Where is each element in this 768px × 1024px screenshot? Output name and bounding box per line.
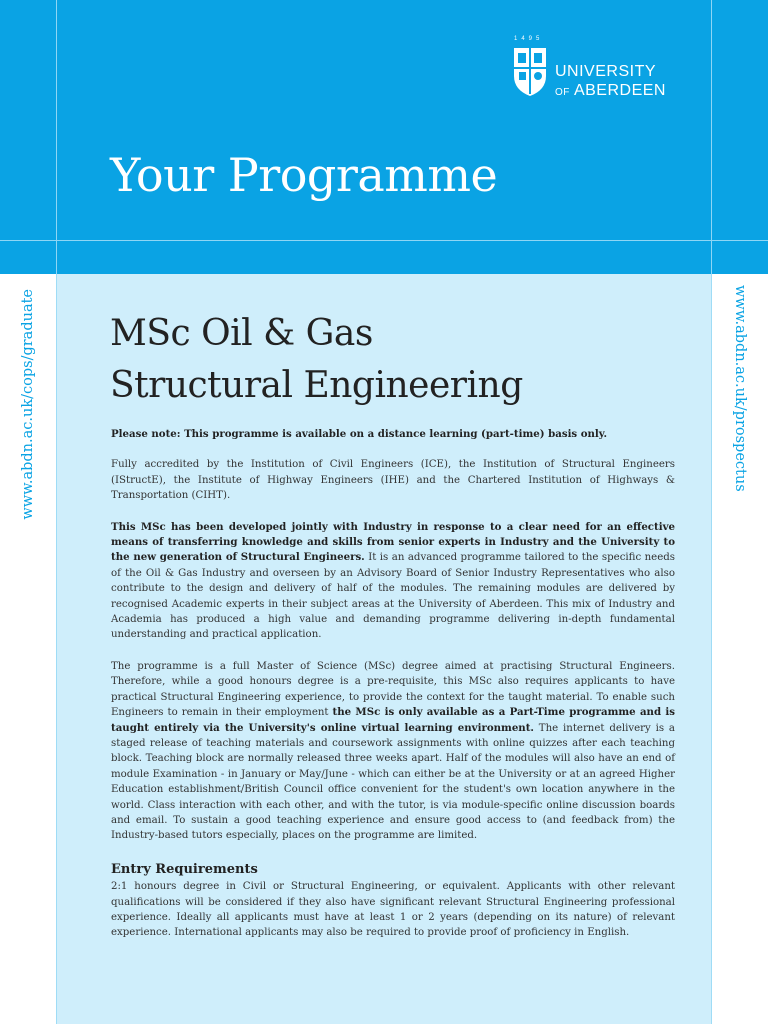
- distance-learning-note: [111, 427, 675, 442]
- side-url-graduate[interactable]: www.abdn.ac.uk/cops/graduate: [20, 289, 36, 520]
- development-bold-text: This MSc has been developed jointly with Industry in response to a clear need for an effective means of transferring knowledge and skills from senior experts in Industry and the University to the new generation of Structural Engineers.: [111, 520, 675, 564]
- entry-requirements-heading: Entry Requirements: [111, 861, 258, 877]
- programme-text-start: The programme is a full Master of Science (MSc) degree aimed at practising Structural Engineers. Therefore, while a good honours degree is a pre-requisite, this MSc also requires applicants to have practical Structural Engineering experience, to provide the context for the taught material. To enable such Engineers to remain in their employment: [111, 660, 675, 719]
- page-title: Your Programme: [110, 148, 498, 202]
- guide-line: [0, 240, 768, 241]
- logo-university-text: UNIVERSITY: [555, 63, 657, 80]
- panel-border: [711, 274, 712, 1024]
- guide-line: [56, 0, 57, 274]
- logo-aberdeen-text: [555, 82, 666, 100]
- programme-paragraph: [111, 659, 675, 844]
- guide-line: [711, 0, 712, 274]
- course-title-line2: Structural Engineering: [110, 365, 523, 406]
- logo-years: 1495: [514, 36, 544, 42]
- course-title: [110, 308, 523, 412]
- development-text: It is an advanced programme tailored to the specific needs of the Oil & Gas Industry and overseen by an Advisory Board of Senior Industry Representatives who also contribute to the design and delivery of half of the modules. The remaining modules are delivered by recognised Academic experts in their subject areas at the University of Aberdeen. This mix of Industry and Academia has produced a high value and demanding programme delivering in-depth fundamental understanding and practical application.: [111, 552, 675, 641]
- development-paragraph: [111, 520, 675, 643]
- programme-text-rest: The internet delivery is a staged release of teaching materials and coursework assignments with online quizzes after each teaching block. Teaching block are normally released three weeks apart. Half of the modules will also have an end of module Examination - in January or May/June - which can either be at the University or at an agreed Higher Education establishment/British Council office convenient for the student's own location anywhere in the world. Class interaction with each other, and with the tutor, is via module-specific online discussion boards and email. To sustain a good teaching experience and ensure good access to (and feedback from) the Industry-based tutors especially, places on the programme are limited.: [111, 722, 675, 842]
- side-url-prospectus[interactable]: www.abdn.ac.uk/prospectus: [732, 285, 748, 492]
- course-title-line1: MSc Oil & Gas: [110, 313, 373, 354]
- programme-description: [111, 427, 675, 957]
- entry-requirements-text: 2:1 honours degree in Civil or Structural Engineering, or equivalent. Applicants with other relevant qualifications will be considered if they also have significant relevant Structural Engineering professional experience. Ideally all applicants must have at least 1 or 2 years (depending on its nature) of relevant experience. International applicants may also be required to provide proof of proficiency in English.: [111, 881, 675, 939]
- programme-bold-text: the MSc is only available as a Part-Time programme and is taught entirely via the University's online virtual learning environment.: [111, 706, 676, 734]
- university-logo[interactable]: [512, 38, 692, 102]
- panel-border: [56, 274, 57, 1024]
- logo-of-text: OF: [555, 87, 570, 98]
- accreditation-paragraph: Fully accredited by the Institution of Civil Engineers (ICE), the Institution of Structural Engineers (IStructE), the Institute of Highway Engineers (IHE) and the Chartered Institution of Highways & Transportation (CIHT).: [111, 459, 675, 502]
- logo-name-text: ABERDEEN: [573, 82, 666, 99]
- university-crest-icon: [512, 44, 548, 98]
- note-text: Please note: This programme is available on a distance learning (part-time) basis only.: [111, 428, 608, 440]
